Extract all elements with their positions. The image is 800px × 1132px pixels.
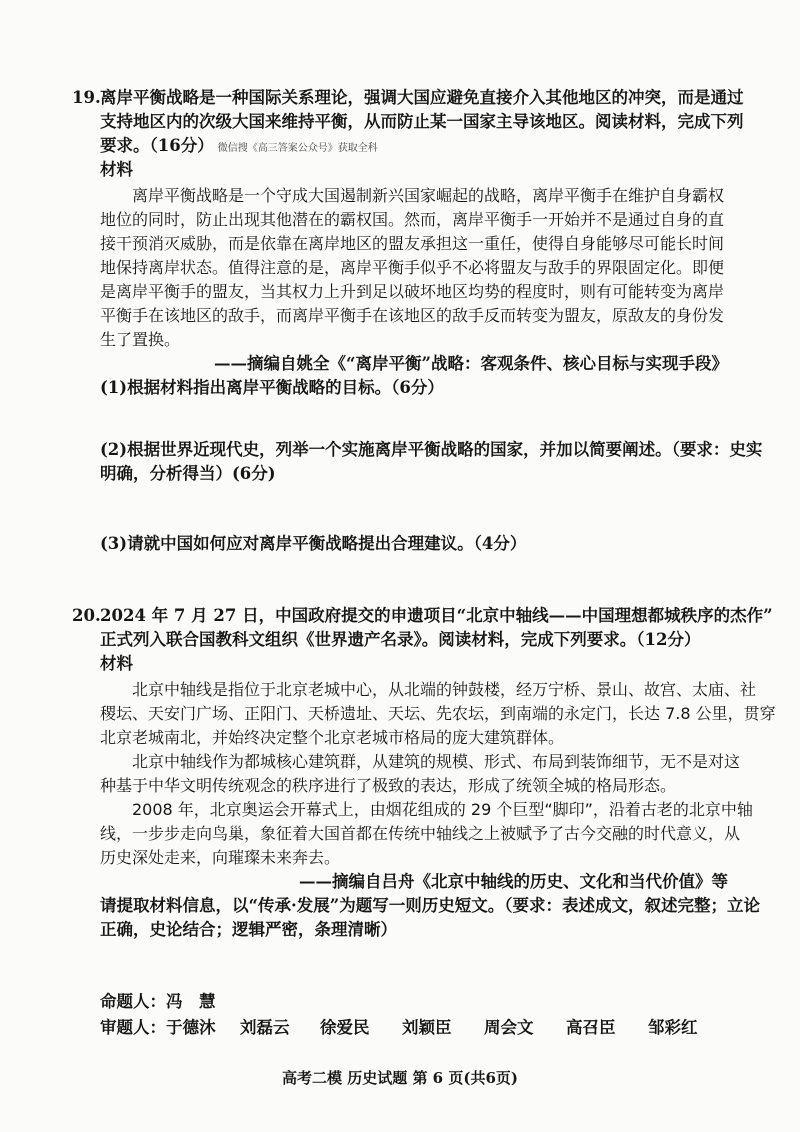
reviewer-name: 徐爱民 [320, 1018, 370, 1037]
q19-source: ——摘编自姚全《“离岸平衡”战略：客观条件、核心目标与实现手段》 [214, 354, 728, 373]
q19-material-line: 平衡手在该地区的敌手，而离岸平衡手在该地区的敌手反而转变为盟友，原敌友的身份发 [100, 306, 725, 325]
q19-stem-line-3: 要求。（16分） 微信搜《高三答案公众号》获取全科 [100, 136, 378, 155]
q19-sub-question-2-line-1: (2)根据世界近现代史，列举一个实施离岸平衡战略的国家，并加以简要阐述。（要求：史实 [100, 440, 763, 459]
q20-stem-line-1: 20.2024 年 7 月 27 日，中国政府提交的申遗项目“北京中轴线——中国理想都城秩序的杰作” [72, 604, 773, 628]
q20-source: ——摘编自吕舟《北京中轴线的历史、文化和当代价值》等 [299, 872, 728, 891]
q20-material-line: 历史深处走来，向璀璨未来奔去。 [100, 848, 341, 867]
reviewer-name: 周会文 [484, 1018, 534, 1037]
author-credit: 命题人：冯 慧 [100, 992, 216, 1011]
q20-material-line: 北京中轴线是指位于北京老城中心，从北端的钟鼓楼，经万宁桥、景山、故宫、太庙、社 [132, 680, 757, 699]
q20-material-line: 种基于中华文明传统观念的秩序进行了极致的表达，形成了统领全城的格局形态。 [100, 776, 677, 795]
q19-sub-question-3: (3)请就中国如何应对离岸平衡战略提出合理建议。（4分） [100, 534, 527, 553]
q19-material-line: 生了置换。 [100, 330, 181, 349]
reviewer-name: 刘磊云 [240, 1018, 290, 1037]
q19-material-line: 是离岸平衡手的盟友，当其权力上升到足以破坏地区均势的程度时，则有可能转变为离岸 [100, 282, 725, 301]
q20-material-line: 2008 年，北京奥运会开幕式上，由烟花组成的 29 个巨型“脚印”，沿着古老的北京中轴 [132, 800, 753, 819]
q20-material-line: 线，一步步走向鸟巢，象征着大国首都在传统中轴线之上被赋予了古今交融的时代意义，从 [100, 824, 741, 843]
q19-material-line: 地保持离岸状态。值得注意的是，离岸平衡手似乎不必将盟友与敌手的界限固定化。即便 [100, 258, 725, 277]
q19-stem-line-2: 支持地区内的次级大国来维持平衡，从而防止某一国家主导该地区。阅读材料，完成下列 [100, 112, 744, 131]
reviewer-lead: 审题人：于德沐 [100, 1018, 216, 1037]
q19-material-line: 接干预消灭威胁，而是依靠在离岸地区的盟友承担这一重任，使得自身能够尽可能长时间 [100, 234, 725, 253]
reviewer-name: 邹彩红 [648, 1018, 698, 1037]
q19-number: 19. [72, 88, 101, 107]
q19-sub-question-1: (1)根据材料指出离岸平衡战略的目标。（6分） [100, 378, 444, 397]
reviewer-name: 高召臣 [566, 1018, 616, 1037]
q20-material-label: 材料 [100, 654, 133, 673]
q20-material-line: 稷坛、天安门广场、正阳门、天桥遗址、天坛、先农坛，到南端的永定门，长达 7.8 公里，贯穿 [100, 704, 776, 723]
q20-task-line-1: 请提取材料信息，以“传承·发展”为题写一则历史短文。（要求：表述成文，叙述完整；立论 [100, 896, 760, 915]
reviewer-credit [100, 1016, 216, 1040]
page-footer: 高考二模 历史试题 第 6 页(共6页) [282, 1069, 518, 1087]
q19-material-label: 材料 [100, 160, 133, 179]
q19-material-line: 离岸平衡战略是一个守成大国遏制新兴国家崛起的战略，离岸平衡手在维护自身霸权 [132, 186, 725, 205]
q19-sub-question-2-line-2: 明确，分析得当）(6分) [100, 464, 276, 483]
q20-task-line-2: 正确，史论结合；逻辑严密，条理清晰） [100, 920, 397, 939]
q20-number: 20. [72, 606, 101, 625]
q19-watermark: 微信搜《高三答案公众号》获取全科 [217, 143, 378, 154]
q19-material-line: 地位的同时，防止出现其他潜在的霸权国。然而，离岸平衡手一开始并不是通过自身的直 [100, 210, 725, 229]
q19-stem-line-1: 19.离岸平衡战略是一种国际关系理论，强调大国应避免直接介入其他地区的冲突，而是通过 [72, 86, 744, 110]
q20-stem-line-2: 正式列入联合国教科文组织《世界遗产名录》。阅读材料，完成下列要求。（12分） [100, 630, 701, 649]
q20-material-line: 北京中轴线作为都城核心建筑群，从建筑的规模、形式、布局到装饰细节，无不是对这 [132, 752, 741, 771]
q20-material-line: 北京老城南北，并始终决定整个北京老城市格局的庞大建筑群体。 [100, 728, 565, 747]
reviewer-name: 刘颖臣 [402, 1018, 452, 1037]
